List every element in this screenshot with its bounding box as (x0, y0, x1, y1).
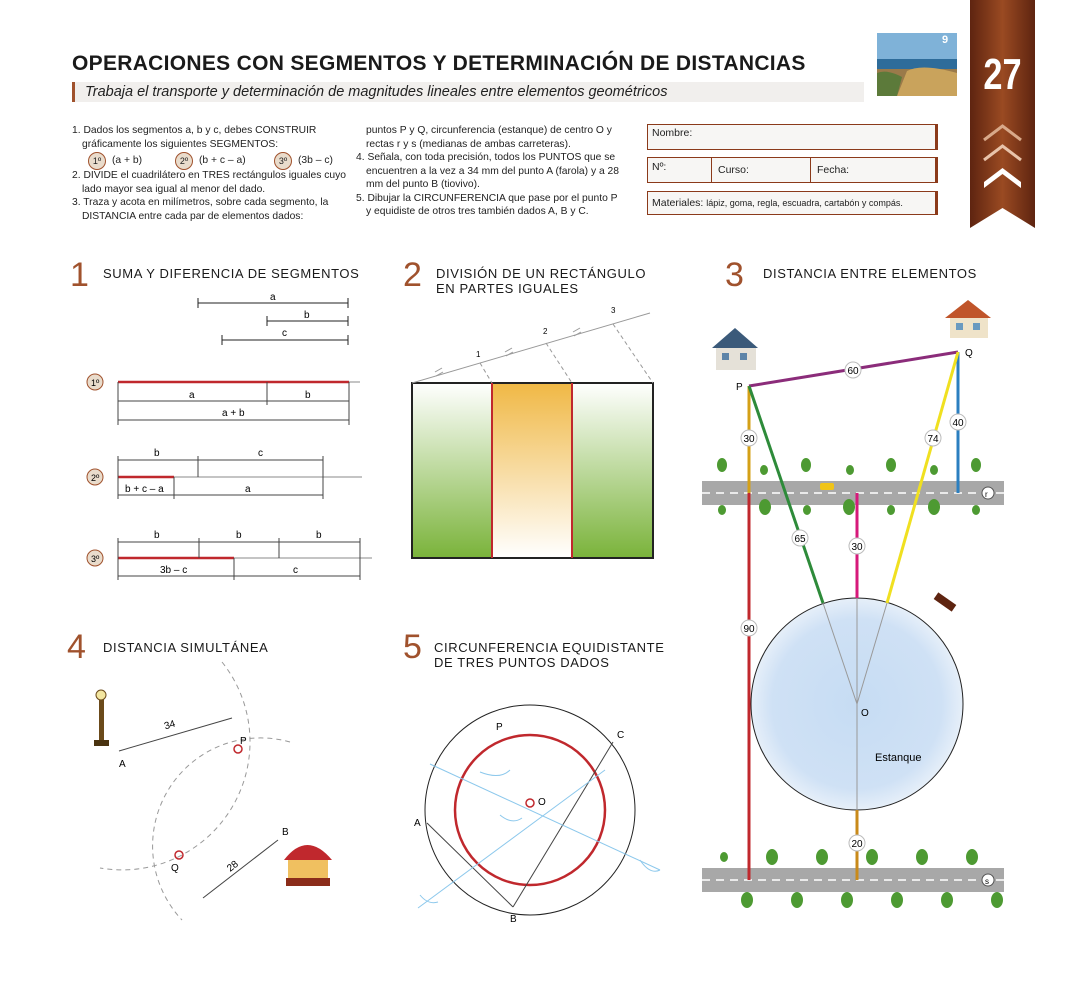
op-3: (3b – c) (298, 155, 333, 166)
name-label: Nombre: (652, 127, 693, 139)
point-A-label: A (119, 759, 126, 770)
dist-O-s: 20 (851, 839, 863, 850)
section-4-number: 4 (67, 628, 86, 666)
op2-c-label: c (258, 448, 263, 459)
op-badge-2: 2º (175, 152, 193, 170)
point-P-label: P (496, 722, 503, 733)
op3-b2-label: b (236, 530, 242, 541)
instruction-2: 2. DIVIDE el cuadrilátero en TRES rectángulos iguales cuyo lado mayor sea igual al menor del dado. (72, 170, 346, 195)
op-1: (a + b) (112, 155, 143, 166)
section-3-title: DISTANCIA ENTRE ELEMENTOS (763, 266, 977, 281)
instruction-3-cont: puntos P y Q, circunferencia (estanque) de centro O y rectas r y s (medianas de ambas carreteras). (366, 125, 612, 150)
pond-label: Estanque (875, 752, 922, 764)
page-title: OPERACIONES CON SEGMENTOS Y DETERMINACIÓN DE DISTANCIAS (72, 52, 806, 75)
op-2: (b + c – a) (199, 155, 246, 166)
dist-P-O: 65 (794, 534, 806, 545)
photo-badge: 9 (942, 34, 949, 46)
op1-badge: 1º (91, 378, 100, 388)
instruction-1: 1. Dados los segmentos a, b y c, debes CONSTRUIR (72, 125, 317, 136)
point-B-label: B (282, 827, 289, 838)
dist-PQ: 60 (847, 366, 859, 377)
division-mark-1: 1 (476, 350, 481, 359)
point-C-label: C (617, 730, 625, 741)
point-P-label: P (736, 382, 743, 393)
section-5-title-line2: DE TRES PUNTOS DADOS (434, 655, 610, 670)
date-label[interactable]: Fecha: (817, 164, 850, 176)
page-number: 27 (983, 50, 1022, 99)
center-O-mark (526, 799, 534, 807)
section-4-title: DISTANCIA SIMULTÁNEA (103, 640, 269, 655)
op3-c-label: c (293, 565, 298, 576)
instruction-1-cont: gráficamente los siguientes SEGMENTOS: (82, 138, 279, 150)
division-mark-2: 2 (543, 327, 548, 336)
page-subtitle: Trabaja el transporte y determinación de magnitudes lineales entre elementos geométricos (72, 82, 864, 102)
seg-a-label: a (270, 292, 276, 303)
section-5-number: 5 (403, 628, 422, 666)
section-3-number: 3 (725, 256, 744, 294)
materials-value: lápiz, goma, regla, escuadra, cartabón y compás. (706, 198, 903, 208)
point-Q-label: Q (171, 863, 179, 874)
dist-34: 34 (162, 718, 177, 733)
point-A-label: A (414, 818, 421, 829)
section-5-title-line1: CIRCUNFERENCIA EQUIDISTANTE (434, 640, 665, 655)
dist-Q-O: 74 (927, 434, 939, 445)
section-1-number: 1 (70, 256, 89, 294)
op3-3bc-label: 3b – c (160, 565, 188, 576)
op1-b-label: b (305, 390, 311, 401)
op3-badge: 3º (91, 554, 100, 564)
seg-b-label: b (304, 310, 310, 321)
op-badge-1: 1º (88, 152, 106, 170)
section-2-title-line1: DIVISIÓN DE UN RECTÁNGULO (436, 266, 647, 281)
op3-b1-label: b (154, 530, 160, 541)
center-O-label: O (538, 797, 546, 808)
road-s-label: s (985, 877, 989, 886)
instruction-5: 5. Dibujar la CIRCUNFERENCIA que pase por el punto P y equidiste de otros tres también dados A, B y C. (356, 192, 618, 217)
op-badge-3: 3º (274, 152, 292, 170)
dist-P-r: 30 (743, 434, 755, 445)
bisectors (418, 764, 660, 908)
op2-bca-label: b + c – a (125, 484, 164, 495)
section-2-title-line2: EN PARTES IGUALES (436, 281, 579, 296)
instruction-3: 3. Traza y acota en milímetros, sobre cada segmento, la DISTANCIA entre cada par de elementos dados: (72, 197, 329, 222)
dist-28: 28 (225, 858, 241, 875)
section-2-number: 2 (403, 256, 422, 294)
instruction-4: 4. Señala, con toda precisión, todos los PUNTOS que se encuentren a la vez a 34 mm del punto A (farola) y a 28 mm del punto B (tiovivo). (356, 152, 619, 190)
dist-Q-r: 40 (952, 418, 964, 429)
seg-c-label: c (282, 328, 287, 339)
number-label: Nº: (652, 161, 667, 173)
op3-b3-label: b (316, 530, 322, 541)
materials-label: Materiales: (652, 197, 704, 209)
op2-b-label: b (154, 448, 160, 459)
op1-a-label: a (189, 390, 195, 401)
section-1-title: SUMA Y DIFERENCIA DE SEGMENTOS (103, 266, 360, 281)
course-label[interactable]: Curso: (718, 164, 749, 176)
division-mark-3: 3 (611, 306, 616, 315)
dist-r-O: 30 (851, 542, 863, 553)
point-P-label: P (240, 736, 247, 747)
point-Q-label: Q (965, 348, 973, 359)
point-B-label: B (510, 914, 517, 925)
center-O-label: O (861, 708, 869, 719)
dist-P-s: 90 (743, 624, 755, 635)
op2-a-label: a (245, 484, 251, 495)
road-r-label: r (985, 490, 988, 499)
op2-badge: 2º (91, 473, 100, 483)
op1-ab-label: a + b (222, 408, 245, 419)
